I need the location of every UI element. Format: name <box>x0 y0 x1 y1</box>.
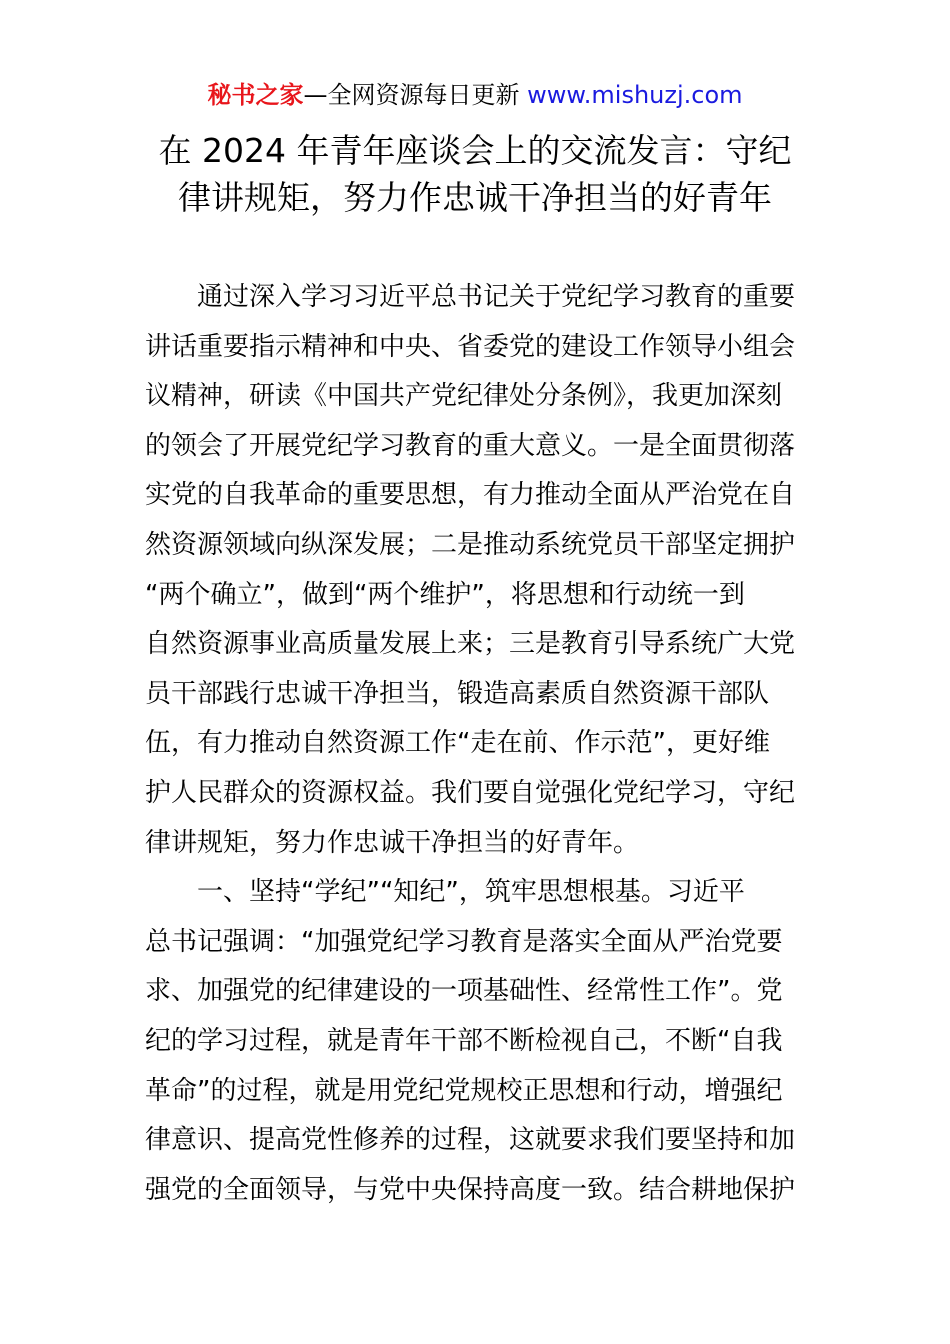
site-tagline: —全网资源每日更新 <box>303 81 528 109</box>
paragraph-line: 的领会了开展党纪学习教育的重大意义。一是全面贯彻落 <box>145 430 796 461</box>
site-url-link[interactable]: www.mishuzj.com <box>527 81 743 109</box>
paragraph-line: 律讲规矩，努力作忠诚干净担当的好青年。 <box>145 827 640 858</box>
paragraph-line: 求、加强党的纪律建设的一项基础性、经常性工作”。党 <box>145 976 783 1007</box>
site-brand: 秘书之家 <box>207 81 304 109</box>
title-line: 律讲规矩，努力作忠诚干净担当的好青年 <box>178 178 772 217</box>
paragraph-line: 自然资源事业高质量发展上来；三是教育引导系统广大党 <box>145 629 796 660</box>
section-heading-line: 一、坚持“学纪”“知纪”，筑牢思想根基。习近平 <box>197 877 745 908</box>
paragraph-line: 革命”的过程，就是用党纪党规校正思想和行动，增强纪 <box>145 1075 783 1106</box>
paragraph-line: 强党的全面领导，与党中央保持高度一致。结合耕地保护 <box>145 1174 796 1205</box>
title-line: 在 2024 年青年座谈会上的交流发言：守纪 <box>158 131 792 170</box>
paragraph-line: 通过深入学习习近平总书记关于党纪学习教育的重要 <box>197 282 796 312</box>
paragraph-line: 律意识、提高党性修养的过程，这就要求我们要坚持和加 <box>145 1125 796 1156</box>
paragraph-line: 议精神，研读《中国共产党纪律处分条例》，我更加深刻 <box>145 381 783 412</box>
site-header <box>0 78 950 112</box>
paragraph-line: 护人民群众的资源权益。我们要自觉强化党纪学习，守纪 <box>145 777 796 808</box>
paragraph-line: 讲话重要指示精神和中央、省委党的建设工作领导小组会 <box>145 331 796 362</box>
paragraph-line: “两个确立”，做到“两个维护”，将思想和行动统一到 <box>145 579 745 610</box>
document-title <box>120 127 830 221</box>
paragraph-line: 纪的学习过程，就是青年干部不断检视自己，不断“自我 <box>145 1025 783 1056</box>
paragraph-line: 伍，有力推动自然资源工作“走在前、作示范”，更好维 <box>145 728 770 759</box>
document-body <box>145 273 810 1215</box>
paragraph-line: 总书记强调：“加强党纪学习教育是落实全面从严治党要 <box>145 926 783 957</box>
paragraph-line: 实党的自我革命的重要思想，有力推动全面从严治党在自 <box>145 480 796 511</box>
paragraph-line: 员干部践行忠诚干净担当，锻造高素质自然资源干部队 <box>145 678 770 709</box>
paragraph-line: 然资源领域向纵深发展；二是推动系统党员干部坚定拥护 <box>145 529 796 560</box>
